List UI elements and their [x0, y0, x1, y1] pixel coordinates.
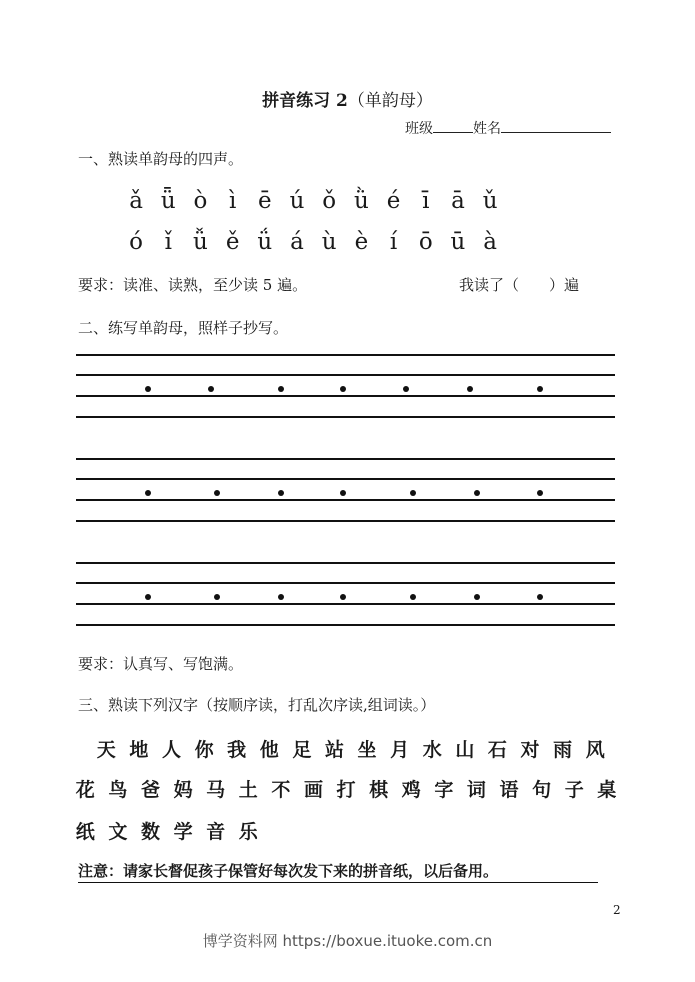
hanzi-char: 音 [206, 821, 226, 843]
hanzi-char: 人 [161, 739, 181, 761]
pinyin-vowel: ǘ [257, 229, 273, 255]
section2-requirement: 要求：认真写、写饱满。 [78, 655, 244, 673]
section2-heading: 二、练写单韵母，照样子抄写。 [78, 319, 289, 337]
pinyin-vowel: ó [129, 229, 144, 255]
hanzi-char: 你 [194, 739, 214, 761]
hanzi-char: 土 [238, 779, 258, 801]
pinyin-vowel: ǐ [164, 229, 172, 255]
writing-sample-dot [278, 386, 284, 392]
writing-sample-dot [410, 490, 416, 496]
pinyin-vowel: ī [422, 188, 430, 214]
hanzi-char: 足 [292, 739, 312, 761]
writing-sample-dot [214, 490, 220, 496]
pinyin-vowel: ǚ [193, 229, 208, 255]
writing-grid-line [76, 395, 615, 397]
hanzi-row-2 [69, 775, 623, 802]
writing-sample-dot [474, 594, 480, 600]
hanzi-char: 马 [206, 779, 226, 801]
writing-grid-line [76, 478, 615, 480]
hanzi-row-3 [69, 817, 265, 844]
parent-notice: 注意：请家长督促孩子保管好每次发下来的拼音纸，以后备用。 [78, 860, 598, 883]
writing-sample-dot [537, 386, 543, 392]
hanzi-char: 鸟 [108, 779, 128, 801]
hanzi-char: 他 [259, 739, 279, 761]
hanzi-char: 天 [96, 739, 116, 761]
hanzi-char: 桌 [597, 779, 617, 801]
writing-grid-line [76, 354, 615, 356]
hanzi-char: 乐 [238, 821, 258, 843]
read-count-label: 我读了（ ）遍 [459, 276, 580, 294]
hanzi-char: 对 [520, 739, 540, 761]
hanzi-char: 不 [271, 779, 291, 801]
pinyin-vowel: á [290, 229, 304, 255]
writing-grid-line [76, 562, 615, 564]
hanzi-char: 花 [75, 779, 95, 801]
hanzi-char: 词 [466, 779, 486, 801]
name-blank[interactable] [501, 118, 611, 133]
pinyin-vowel: ǎ [129, 188, 143, 214]
hanzi-row-1 [90, 735, 612, 762]
pinyin-vowel: ǜ [353, 188, 369, 214]
pinyin-vowel: é [386, 188, 401, 214]
writing-grid-line [76, 520, 615, 522]
pinyin-vowel: ò [193, 188, 208, 214]
hanzi-char: 句 [532, 779, 552, 801]
hanzi-char: 妈 [173, 779, 193, 801]
hanzi-char: 水 [422, 739, 442, 761]
writing-sample-dot [403, 386, 409, 392]
writing-sample-dot [340, 594, 346, 600]
pinyin-vowel: ā [451, 188, 465, 214]
writing-sample-dot [278, 594, 284, 600]
hanzi-char: 山 [455, 739, 475, 761]
writing-sample-dot [214, 594, 220, 600]
pinyin-vowel: ú [289, 188, 305, 214]
hanzi-char: 数 [140, 821, 160, 843]
hanzi-char: 字 [434, 779, 454, 801]
writing-grid-line [76, 416, 615, 418]
pinyin-vowel: ù [321, 229, 337, 255]
hanzi-char: 爸 [140, 779, 160, 801]
writing-grid-line [76, 374, 615, 376]
pinyin-vowel: à [483, 229, 498, 255]
writing-sample-dot [537, 490, 543, 496]
hanzi-char: 地 [129, 739, 149, 761]
writing-sample-dot [145, 490, 151, 496]
writing-grid-line [76, 582, 615, 584]
title-main: 拼音练习 2 [262, 91, 348, 111]
hanzi-char: 棋 [369, 779, 389, 801]
writing-grid-line [76, 499, 615, 501]
hanzi-char: 画 [303, 779, 323, 801]
hanzi-char: 我 [227, 739, 247, 761]
pinyin-vowel: ǒ [322, 188, 337, 214]
pinyin-row-2 [120, 229, 506, 255]
hanzi-char: 坐 [357, 739, 377, 761]
pinyin-vowel: ū [450, 229, 466, 255]
section1-requirement: 要求：读准、读熟，至少读 5 遍。 [78, 276, 308, 294]
pinyin-vowel: ǖ [160, 188, 176, 214]
hanzi-char: 站 [324, 739, 344, 761]
pinyin-vowel: è [354, 229, 369, 255]
writing-sample-dot [145, 594, 151, 600]
writing-grid-line [76, 603, 615, 605]
hanzi-char: 鸡 [401, 779, 421, 801]
writing-grid-line [76, 458, 615, 460]
hanzi-char: 风 [585, 739, 605, 761]
class-blank[interactable] [433, 118, 473, 133]
hanzi-char: 子 [564, 779, 584, 801]
pinyin-vowel: ō [418, 229, 433, 255]
pinyin-vowel: ì [228, 188, 237, 214]
hanzi-char: 石 [487, 739, 507, 761]
writing-sample-dot [410, 594, 416, 600]
writing-sample-dot [340, 386, 346, 392]
hanzi-char: 学 [173, 821, 193, 843]
pinyin-vowel: ǔ [482, 188, 498, 214]
writing-sample-dot [474, 490, 480, 496]
writing-sample-dot [537, 594, 543, 600]
hanzi-char: 语 [499, 779, 519, 801]
hanzi-char: 文 [108, 821, 128, 843]
writing-sample-dot [467, 386, 473, 392]
writing-sample-dot [278, 490, 284, 496]
class-name-line [405, 118, 611, 138]
hanzi-char: 雨 [553, 739, 573, 761]
writing-grid-line [76, 624, 615, 626]
name-label: 姓名 [473, 121, 501, 137]
hanzi-char: 月 [390, 739, 410, 761]
section1-heading: 一、熟读单韵母的四声。 [78, 150, 244, 168]
writing-sample-dot [340, 490, 346, 496]
pinyin-vowel: í [389, 229, 398, 255]
hanzi-char: 纸 [75, 821, 95, 843]
writing-sample-dot [145, 386, 151, 392]
title-subtitle: （单韵母） [347, 91, 433, 111]
pinyin-row-1 [120, 188, 506, 214]
pinyin-vowel: ē [258, 188, 272, 214]
section3-heading: 三、熟读下列汉字（按顺序读，打乱次序读,组词读。） [78, 696, 436, 714]
hanzi-char: 打 [336, 779, 356, 801]
pinyin-vowel: ě [225, 229, 240, 255]
page-number: 2 [613, 903, 621, 917]
watermark: 博学资料网 https://boxue.ituoke.com.cn [202, 932, 493, 950]
writing-sample-dot [208, 386, 214, 392]
page-title [0, 86, 695, 111]
class-label: 班级 [405, 121, 433, 137]
